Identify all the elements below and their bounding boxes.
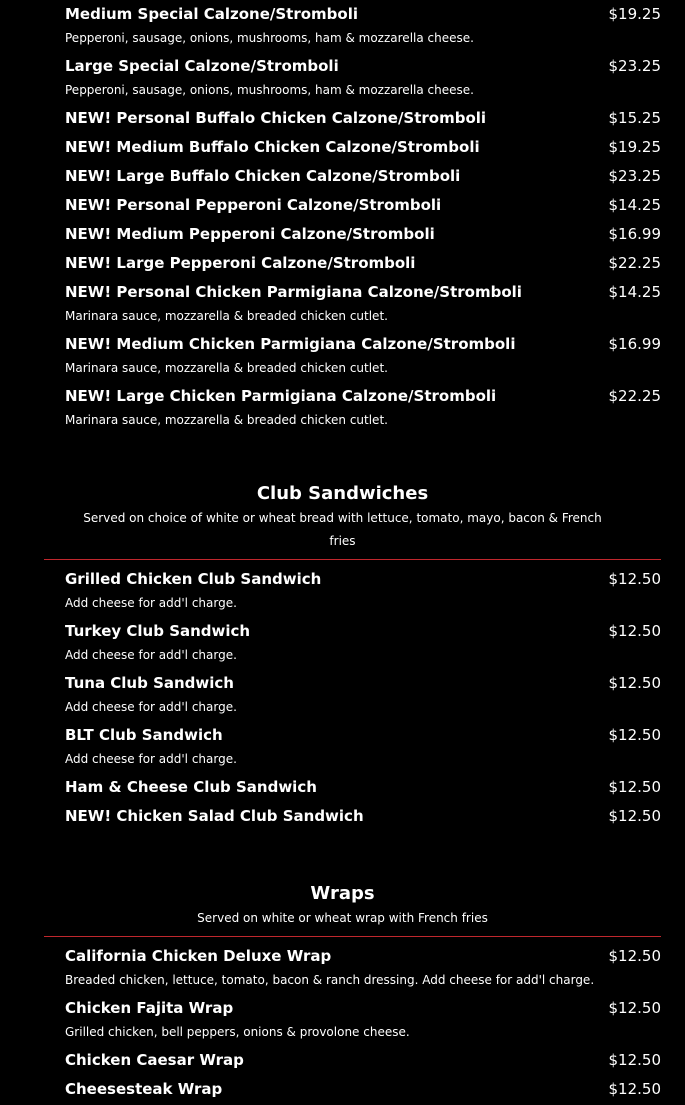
item-price: $12.50 [608, 807, 661, 825]
menu-item[interactable] [0, 191, 685, 220]
item-price: $12.50 [608, 947, 661, 965]
menu-item[interactable] [0, 1075, 685, 1104]
menu-item[interactable] [0, 220, 685, 249]
item-price: $16.99 [608, 335, 661, 353]
item-name: NEW! Personal Buffalo Chicken Calzone/Stromboli [65, 109, 487, 127]
item-name: NEW! Personal Pepperoni Calzone/Stromboli [65, 196, 442, 214]
item-description: Pepperoni, sausage, onions, mushrooms, ham & mozzarella cheese. [65, 31, 474, 45]
wrap-list [0, 942, 685, 1104]
item-price: $12.50 [608, 1080, 661, 1098]
item-name: Large Special Calzone/Stromboli [65, 57, 339, 75]
section-title: Wraps [310, 883, 375, 904]
item-name: NEW! Large Chicken Parmigiana Calzone/Stromboli [65, 387, 497, 405]
item-price: $19.25 [608, 5, 661, 23]
item-price: $14.25 [608, 196, 661, 214]
item-name: BLT Club Sandwich [65, 726, 223, 744]
menu-item[interactable] [0, 52, 685, 104]
item-name: Chicken Caesar Wrap [65, 1051, 244, 1069]
item-name: NEW! Chicken Salad Club Sandwich [65, 807, 364, 825]
item-price: $16.99 [608, 225, 661, 243]
item-price: $15.25 [608, 109, 661, 127]
item-price: $12.50 [608, 778, 661, 796]
item-name: NEW! Medium Buffalo Chicken Calzone/Stromboli [65, 138, 480, 156]
item-price: $22.25 [608, 387, 661, 405]
item-description: Pepperoni, sausage, onions, mushrooms, ham & mozzarella cheese. [65, 83, 474, 97]
item-description: Add cheese for add'l charge. [65, 752, 237, 766]
item-price: $14.25 [608, 283, 661, 301]
section-title: Club Sandwiches [256, 483, 429, 504]
item-price: $22.25 [608, 254, 661, 272]
item-name: Ham & Cheese Club Sandwich [65, 778, 317, 796]
menu-item[interactable] [0, 1046, 685, 1075]
section-divider [44, 936, 661, 937]
item-name: NEW! Medium Pepperoni Calzone/Stromboli [65, 225, 435, 243]
section-description: Served on white or wheat wrap with French fries [197, 911, 488, 925]
item-name: Medium Special Calzone/Stromboli [65, 5, 359, 23]
item-description: Add cheese for add'l charge. [65, 648, 237, 662]
menu-item[interactable] [0, 773, 685, 802]
item-name: Cheesesteak Wrap [65, 1080, 223, 1098]
item-name: Turkey Club Sandwich [65, 622, 251, 640]
menu-item[interactable] [0, 162, 685, 191]
section-header-club-sandwiches [0, 481, 685, 553]
item-name: NEW! Medium Chicken Parmigiana Calzone/Stromboli [65, 335, 516, 353]
item-price: $12.50 [608, 622, 661, 640]
item-description: Marinara sauce, mozzarella & breaded chicken cutlet. [65, 361, 388, 375]
calzone-list [0, 0, 685, 434]
item-price: $23.25 [608, 57, 661, 75]
item-price: $23.25 [608, 167, 661, 185]
section-divider [44, 559, 661, 560]
menu-item[interactable] [0, 942, 685, 994]
menu-item[interactable] [0, 0, 685, 52]
item-name: NEW! Large Buffalo Chicken Calzone/Stromboli [65, 167, 461, 185]
menu-item[interactable] [0, 721, 685, 773]
menu-item[interactable] [0, 617, 685, 669]
item-price: $12.50 [608, 999, 661, 1017]
item-name: Grilled Chicken Club Sandwich [65, 570, 322, 588]
item-price: $12.50 [608, 674, 661, 692]
menu-item[interactable] [0, 994, 685, 1046]
item-name: NEW! Personal Chicken Parmigiana Calzone/Stromboli [65, 283, 522, 301]
item-name: NEW! Large Pepperoni Calzone/Stromboli [65, 254, 416, 272]
menu-item[interactable] [0, 133, 685, 162]
item-description: Marinara sauce, mozzarella & breaded chicken cutlet. [65, 309, 388, 323]
menu-item[interactable] [0, 802, 685, 831]
item-description: Grilled chicken, bell peppers, onions & provolone cheese. [65, 1025, 410, 1039]
menu-item[interactable] [0, 330, 685, 382]
item-price: $12.50 [608, 570, 661, 588]
section-description: Served on choice of white or wheat bread with lettuce, tomato, mayo, bacon & French fries [83, 511, 602, 548]
item-description: Marinara sauce, mozzarella & breaded chicken cutlet. [65, 413, 388, 427]
item-name: Tuna Club Sandwich [65, 674, 234, 692]
item-name: Chicken Fajita Wrap [65, 999, 234, 1017]
item-description: Breaded chicken, lettuce, tomato, bacon & ranch dressing. Add cheese for add'l charge. [65, 973, 595, 987]
menu-item[interactable] [0, 382, 685, 434]
item-price: $19.25 [608, 138, 661, 156]
item-price: $12.50 [608, 1051, 661, 1069]
club-sandwich-list [0, 565, 685, 831]
item-price: $12.50 [608, 726, 661, 744]
section-header-wraps [0, 881, 685, 930]
item-description: Add cheese for add'l charge. [65, 596, 237, 610]
menu-item[interactable] [0, 249, 685, 278]
item-name: California Chicken Deluxe Wrap [65, 947, 332, 965]
menu-item[interactable] [0, 278, 685, 330]
item-description: Add cheese for add'l charge. [65, 700, 237, 714]
menu-item[interactable] [0, 669, 685, 721]
menu-item[interactable] [0, 104, 685, 133]
menu-item[interactable] [0, 565, 685, 617]
